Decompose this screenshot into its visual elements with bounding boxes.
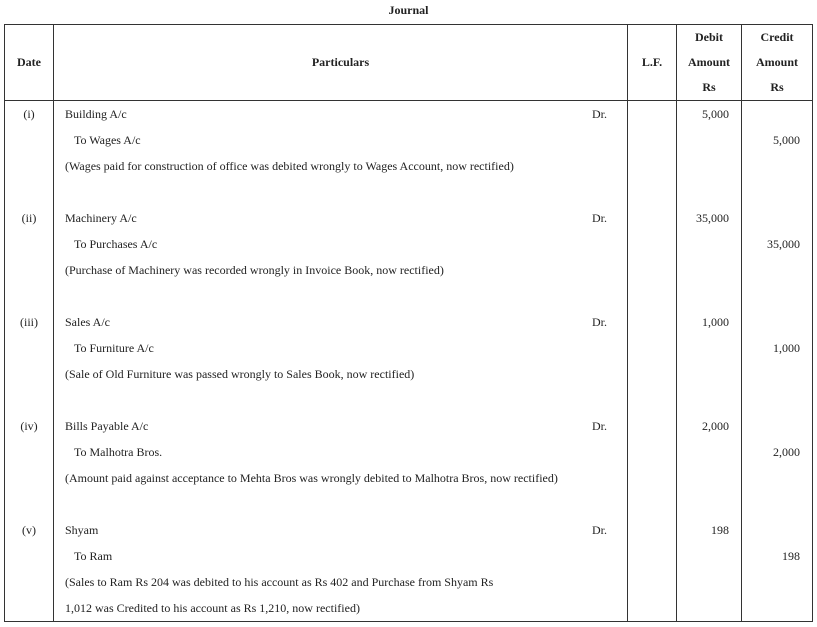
entry-number: (v)	[22, 523, 36, 537]
dr-label: Dr.	[592, 419, 607, 433]
particulars-cell	[54, 413, 628, 517]
journal-entry-row	[5, 413, 813, 517]
header-date: Date	[5, 25, 54, 101]
credit-amount: 1,000	[773, 341, 800, 355]
debit-amount-cell	[677, 517, 742, 622]
credit-amount-cell	[742, 205, 813, 309]
credit-account: To Wages A/c	[74, 133, 141, 147]
entry-number: (i)	[23, 107, 35, 121]
narration-line: 1,012 was Credited to his account as Rs 1,210, now rectified)	[65, 601, 360, 615]
narration-line: (Sale of Old Furniture was passed wrongly to Sales Book, now rectified)	[65, 367, 415, 381]
credit-amount-cell	[742, 413, 813, 517]
lf-cell	[628, 517, 677, 622]
lf-cell	[628, 101, 677, 206]
entry-number: (iii)	[20, 315, 38, 329]
debit-account: Bills Payable A/c	[65, 419, 149, 433]
debit-amount: 2,000	[702, 419, 729, 433]
header-debit-amount: Debit Amount Rs	[677, 25, 742, 101]
debit-account-line	[65, 309, 627, 335]
debit-amount-cell	[677, 413, 742, 517]
journal-entry-row	[5, 309, 813, 413]
credit-amount-cell	[742, 309, 813, 413]
header-lf: L.F.	[628, 25, 677, 101]
credit-account: To Malhotra Bros.	[74, 445, 163, 459]
entry-number-cell	[5, 101, 54, 206]
header-row	[5, 25, 813, 101]
credit-account: To Furniture A/c	[74, 341, 154, 355]
credit-amount: 35,000	[767, 237, 800, 251]
debit-amount-cell	[677, 101, 742, 206]
dr-label: Dr.	[592, 523, 607, 537]
dr-label: Dr.	[592, 315, 607, 329]
dr-label: Dr.	[592, 211, 607, 225]
credit-account: To Ram	[74, 549, 113, 563]
narration-line: (Wages paid for construction of office was debited wrongly to Wages Account, now rectified)	[65, 159, 514, 173]
debit-account-line	[65, 517, 627, 543]
journal-entry-row	[5, 101, 813, 206]
particulars-cell	[54, 309, 628, 413]
entry-number-cell	[5, 205, 54, 309]
journal-entry-row	[5, 517, 813, 622]
debit-account: Building A/c	[65, 107, 127, 121]
dr-label: Dr.	[592, 107, 607, 121]
header-credit-amount: Credit Amount Rs	[742, 25, 813, 101]
debit-account: Sales A/c	[65, 315, 110, 329]
debit-account-line	[65, 205, 627, 231]
credit-amount: 2,000	[773, 445, 800, 459]
entry-number-cell	[5, 517, 54, 622]
debit-account: Shyam	[65, 523, 99, 537]
narration-line: (Amount paid against acceptance to Mehta Bros was wrongly debited to Malhotra Bros, now rectified)	[65, 471, 558, 485]
credit-amount-cell	[742, 101, 813, 206]
particulars-cell	[54, 205, 628, 309]
debit-amount: 1,000	[702, 315, 729, 329]
lf-cell	[628, 309, 677, 413]
credit-account: To Purchases A/c	[74, 237, 158, 251]
credit-amount-cell	[742, 517, 813, 622]
journal-entry-row	[5, 205, 813, 309]
particulars-cell	[54, 517, 628, 622]
debit-amount-cell	[677, 309, 742, 413]
journal-table	[4, 24, 813, 622]
credit-amount: 5,000	[773, 133, 800, 147]
journal-title: Journal	[388, 3, 429, 17]
debit-account-line	[65, 101, 627, 127]
debit-amount: 35,000	[696, 211, 729, 225]
narration-line: (Purchase of Machinery was recorded wrongly in Invoice Book, now rectified)	[65, 263, 444, 277]
lf-cell	[628, 413, 677, 517]
debit-account-line	[65, 413, 627, 439]
entry-number-cell	[5, 413, 54, 517]
lf-cell	[628, 205, 677, 309]
narration-line: (Sales to Ram Rs 204 was debited to his account as Rs 402 and Purchase from Shyam Rs	[65, 575, 494, 589]
debit-amount: 198	[711, 523, 729, 537]
credit-amount: 198	[782, 549, 800, 563]
debit-amount-cell	[677, 205, 742, 309]
particulars-cell	[54, 101, 628, 206]
entry-number-cell	[5, 309, 54, 413]
debit-account: Machinery A/c	[65, 211, 137, 225]
entry-number: (iv)	[20, 419, 38, 433]
header-particulars: Particulars	[54, 25, 628, 101]
entry-number: (ii)	[21, 211, 37, 225]
debit-amount: 5,000	[702, 107, 729, 121]
journal-body	[5, 101, 813, 622]
